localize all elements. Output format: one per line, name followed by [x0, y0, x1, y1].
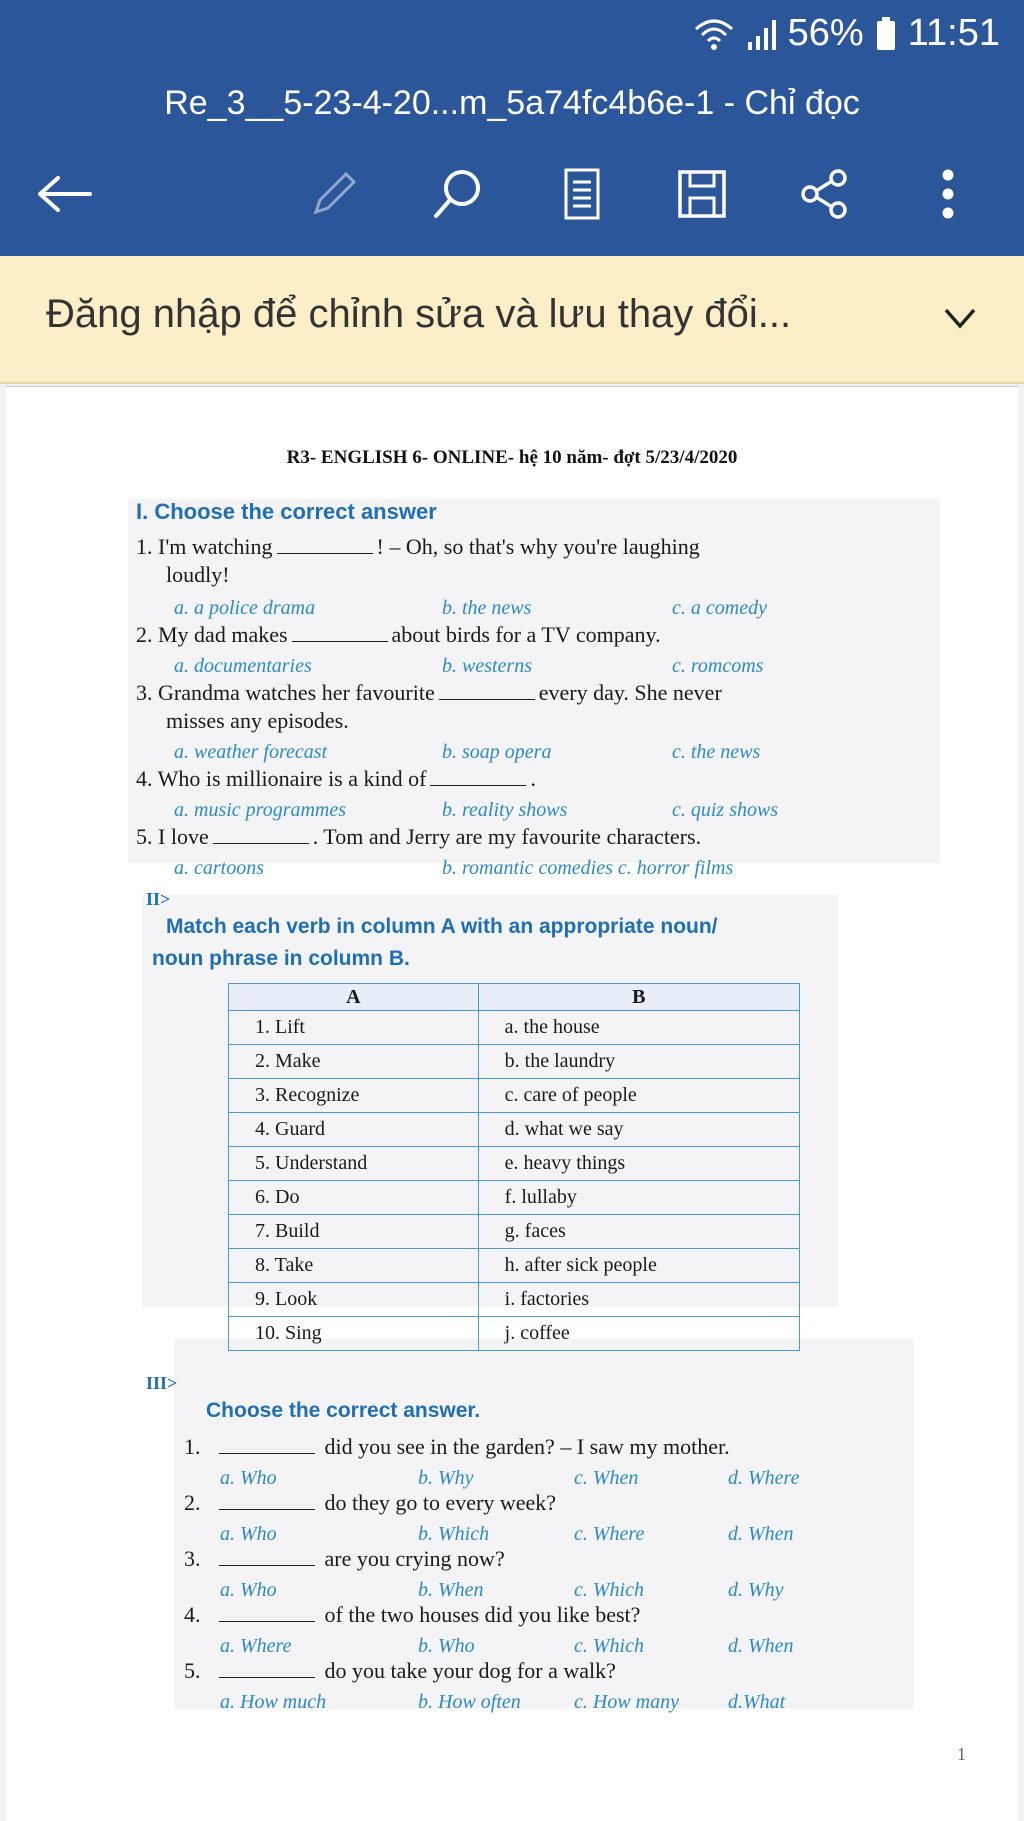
q-number: 1. — [184, 1434, 201, 1459]
q-text: about birds for a TV company. — [391, 622, 661, 647]
save-icon — [676, 168, 728, 220]
q-text: ! – Oh, so that's why you're laughing — [376, 534, 700, 559]
back-button[interactable] — [34, 164, 94, 224]
option: c. romcoms — [672, 655, 764, 677]
section-2-heading-line1: Match each verb in column A with an appropriate noun/ — [166, 915, 718, 938]
back-arrow-icon — [36, 174, 92, 214]
s1-q3-line2: misses any episodes. — [166, 708, 349, 733]
column-b-header: B — [478, 984, 799, 1011]
cell-noun: h. after sick people — [478, 1249, 799, 1283]
q-number: 4. — [184, 1602, 201, 1627]
table-row — [229, 1147, 800, 1181]
option: a. Where — [220, 1635, 292, 1657]
cell-noun: i. factories — [478, 1283, 799, 1317]
more-options-button[interactable] — [918, 164, 978, 224]
s1-q3 — [136, 679, 722, 707]
option: a. a police drama — [174, 597, 316, 619]
option: d. When — [728, 1635, 794, 1657]
option: b. Who — [418, 1635, 475, 1657]
option: b. Which — [418, 1523, 490, 1545]
q-text: 2. My dad makes — [136, 622, 288, 647]
table-row — [229, 1317, 800, 1351]
cell-verb: 2. Make — [229, 1045, 479, 1079]
banner-text: Đăng nhập để chỉnh sửa và lưu thay đổi... — [46, 292, 792, 336]
option: b. soap opera — [442, 741, 552, 763]
answer-blank — [292, 623, 388, 642]
option: b. Why — [418, 1467, 474, 1489]
battery-icon — [876, 17, 896, 51]
q-text: every day. She never — [538, 680, 722, 705]
doc-title: R3- ENGLISH 6- ONLINE- hệ 10 năm- đợt 5/23/4/2020 — [286, 447, 738, 468]
cell-verb: 6. Do — [229, 1181, 479, 1215]
table-row — [229, 1215, 800, 1249]
section-2-label: II> — [146, 889, 171, 909]
s3-q2 — [184, 1489, 556, 1517]
chevron-down-icon[interactable] — [942, 300, 978, 336]
option: d. When — [728, 1523, 794, 1545]
s1-q1-line2: loudly! — [166, 562, 230, 587]
option: c. Which — [574, 1579, 644, 1601]
option: b. romantic comedies c. horror films — [442, 857, 734, 879]
answer-blank — [219, 1435, 315, 1454]
s1-q5 — [136, 823, 701, 851]
option: b. reality shows — [442, 799, 568, 821]
wifi-icon — [694, 17, 734, 51]
cell-verb: 1. Lift — [229, 1011, 479, 1045]
more-icon — [941, 168, 955, 220]
cell-verb: 3. Recognize — [229, 1079, 479, 1113]
q-number: 2. — [184, 1490, 201, 1515]
toolbar — [0, 132, 1024, 256]
search-button[interactable] — [428, 164, 488, 224]
option: a. cartoons — [174, 857, 264, 879]
option: a. Who — [220, 1467, 277, 1489]
option: c. When — [574, 1467, 639, 1489]
table-row — [229, 1283, 800, 1317]
share-button[interactable] — [794, 164, 854, 224]
document-title: Re_3__5-23-4-20...m_5a74fc4b6e-1 - Chỉ đọc — [0, 74, 1024, 132]
q-text: do they go to every week? — [324, 1490, 557, 1515]
cell-verb: 4. Guard — [229, 1113, 479, 1147]
option: c. Which — [574, 1635, 644, 1657]
sign-in-banner[interactable] — [0, 256, 1024, 384]
q-number: 3. — [184, 1546, 201, 1571]
option: d. Where — [728, 1467, 800, 1489]
q-text: are you crying now? — [324, 1546, 505, 1571]
section-1-heading: I. Choose the correct answer — [136, 499, 437, 524]
battery-percent: 56% — [787, 12, 864, 54]
q-text: 4. Who is millionaire is a kind of — [136, 766, 427, 791]
q-text: do you take your dog for a walk? — [324, 1658, 616, 1683]
option: b. the news — [442, 597, 532, 619]
option: c. a comedy — [672, 597, 767, 619]
option: c. How many — [574, 1691, 679, 1713]
pencil-icon — [308, 168, 360, 220]
answer-blank — [219, 1603, 315, 1622]
section-3-heading: Choose the correct answer. — [206, 1399, 481, 1422]
cell-noun: e. heavy things — [478, 1147, 799, 1181]
q-text: 5. I love — [136, 824, 209, 849]
table-row — [229, 1249, 800, 1283]
reading-view-button[interactable] — [552, 164, 612, 224]
s3-q1 — [184, 1433, 730, 1461]
s1-q1 — [136, 533, 700, 561]
signal-icon — [746, 18, 776, 50]
cell-verb: 8. Take — [229, 1249, 479, 1283]
option: a. music programmes — [174, 799, 347, 821]
s3-q4 — [184, 1601, 640, 1629]
option: c. quiz shows — [672, 799, 779, 821]
status-right — [694, 12, 1000, 55]
s1-q2 — [136, 621, 661, 649]
answer-blank — [277, 535, 373, 554]
share-icon — [798, 168, 850, 220]
status-bar — [0, 0, 1024, 74]
q-text: did you see in the garden? – I saw my mother. — [324, 1434, 730, 1459]
table-header-row — [229, 984, 800, 1011]
q-text: 1. I'm watching — [136, 534, 273, 559]
option: b. How often — [418, 1691, 521, 1713]
option: a. Who — [220, 1579, 277, 1601]
save-button[interactable] — [672, 164, 732, 224]
s1-q4 — [136, 765, 536, 793]
edit-button[interactable] — [304, 164, 364, 224]
option: c. Where — [574, 1523, 645, 1545]
option: d.What — [728, 1691, 786, 1713]
cell-noun: c. care of people — [478, 1079, 799, 1113]
cell-noun: f. lullaby — [478, 1181, 799, 1215]
answer-blank — [219, 1659, 315, 1678]
cell-verb: 9. Look — [229, 1283, 479, 1317]
table-row — [229, 1079, 800, 1113]
q-number: 5. — [184, 1658, 201, 1683]
q-text: . — [530, 766, 536, 791]
column-a-header: A — [229, 984, 479, 1011]
option: a. Who — [220, 1523, 277, 1545]
cell-noun: g. faces — [478, 1215, 799, 1249]
cell-verb: 10. Sing — [229, 1317, 479, 1351]
answer-blank — [219, 1547, 315, 1566]
option: d. Why — [728, 1579, 784, 1601]
page-number: 1 — [957, 1744, 966, 1764]
q-text: 3. Grandma watches her favourite — [136, 680, 435, 705]
option: a. How much — [220, 1691, 327, 1713]
table-row — [229, 1045, 800, 1079]
s3-q5 — [184, 1657, 616, 1685]
option: c. the news — [672, 741, 761, 763]
table-row — [229, 1181, 800, 1215]
match-table — [228, 983, 800, 1351]
option: b. westerns — [442, 655, 532, 677]
reading-view-icon — [562, 166, 602, 222]
q-text: . Tom and Jerry are my favourite characters. — [312, 824, 702, 849]
document-page — [6, 386, 1018, 1821]
table-row — [229, 1113, 800, 1147]
cell-verb: 7. Build — [229, 1215, 479, 1249]
answer-blank — [430, 767, 526, 786]
answer-blank — [439, 681, 535, 700]
cell-noun: a. the house — [478, 1011, 799, 1045]
search-icon — [430, 166, 486, 222]
cell-noun: d. what we say — [478, 1113, 799, 1147]
clock: 11:51 — [907, 12, 1000, 54]
section-3-label: III> — [146, 1373, 178, 1393]
cell-noun: b. the laundry — [478, 1045, 799, 1079]
option: a. documentaries — [174, 655, 312, 677]
answer-blank — [213, 825, 309, 844]
table-row — [229, 1011, 800, 1045]
s3-q3 — [184, 1545, 505, 1573]
cell-noun: j. coffee — [478, 1317, 799, 1351]
option: a. weather forecast — [174, 741, 328, 763]
answer-blank — [219, 1491, 315, 1510]
q-text: of the two houses did you like best? — [324, 1602, 641, 1627]
cell-verb: 5. Understand — [229, 1147, 479, 1181]
option: b. When — [418, 1579, 484, 1601]
section-2-heading-line2: noun phrase in column B. — [152, 947, 410, 970]
